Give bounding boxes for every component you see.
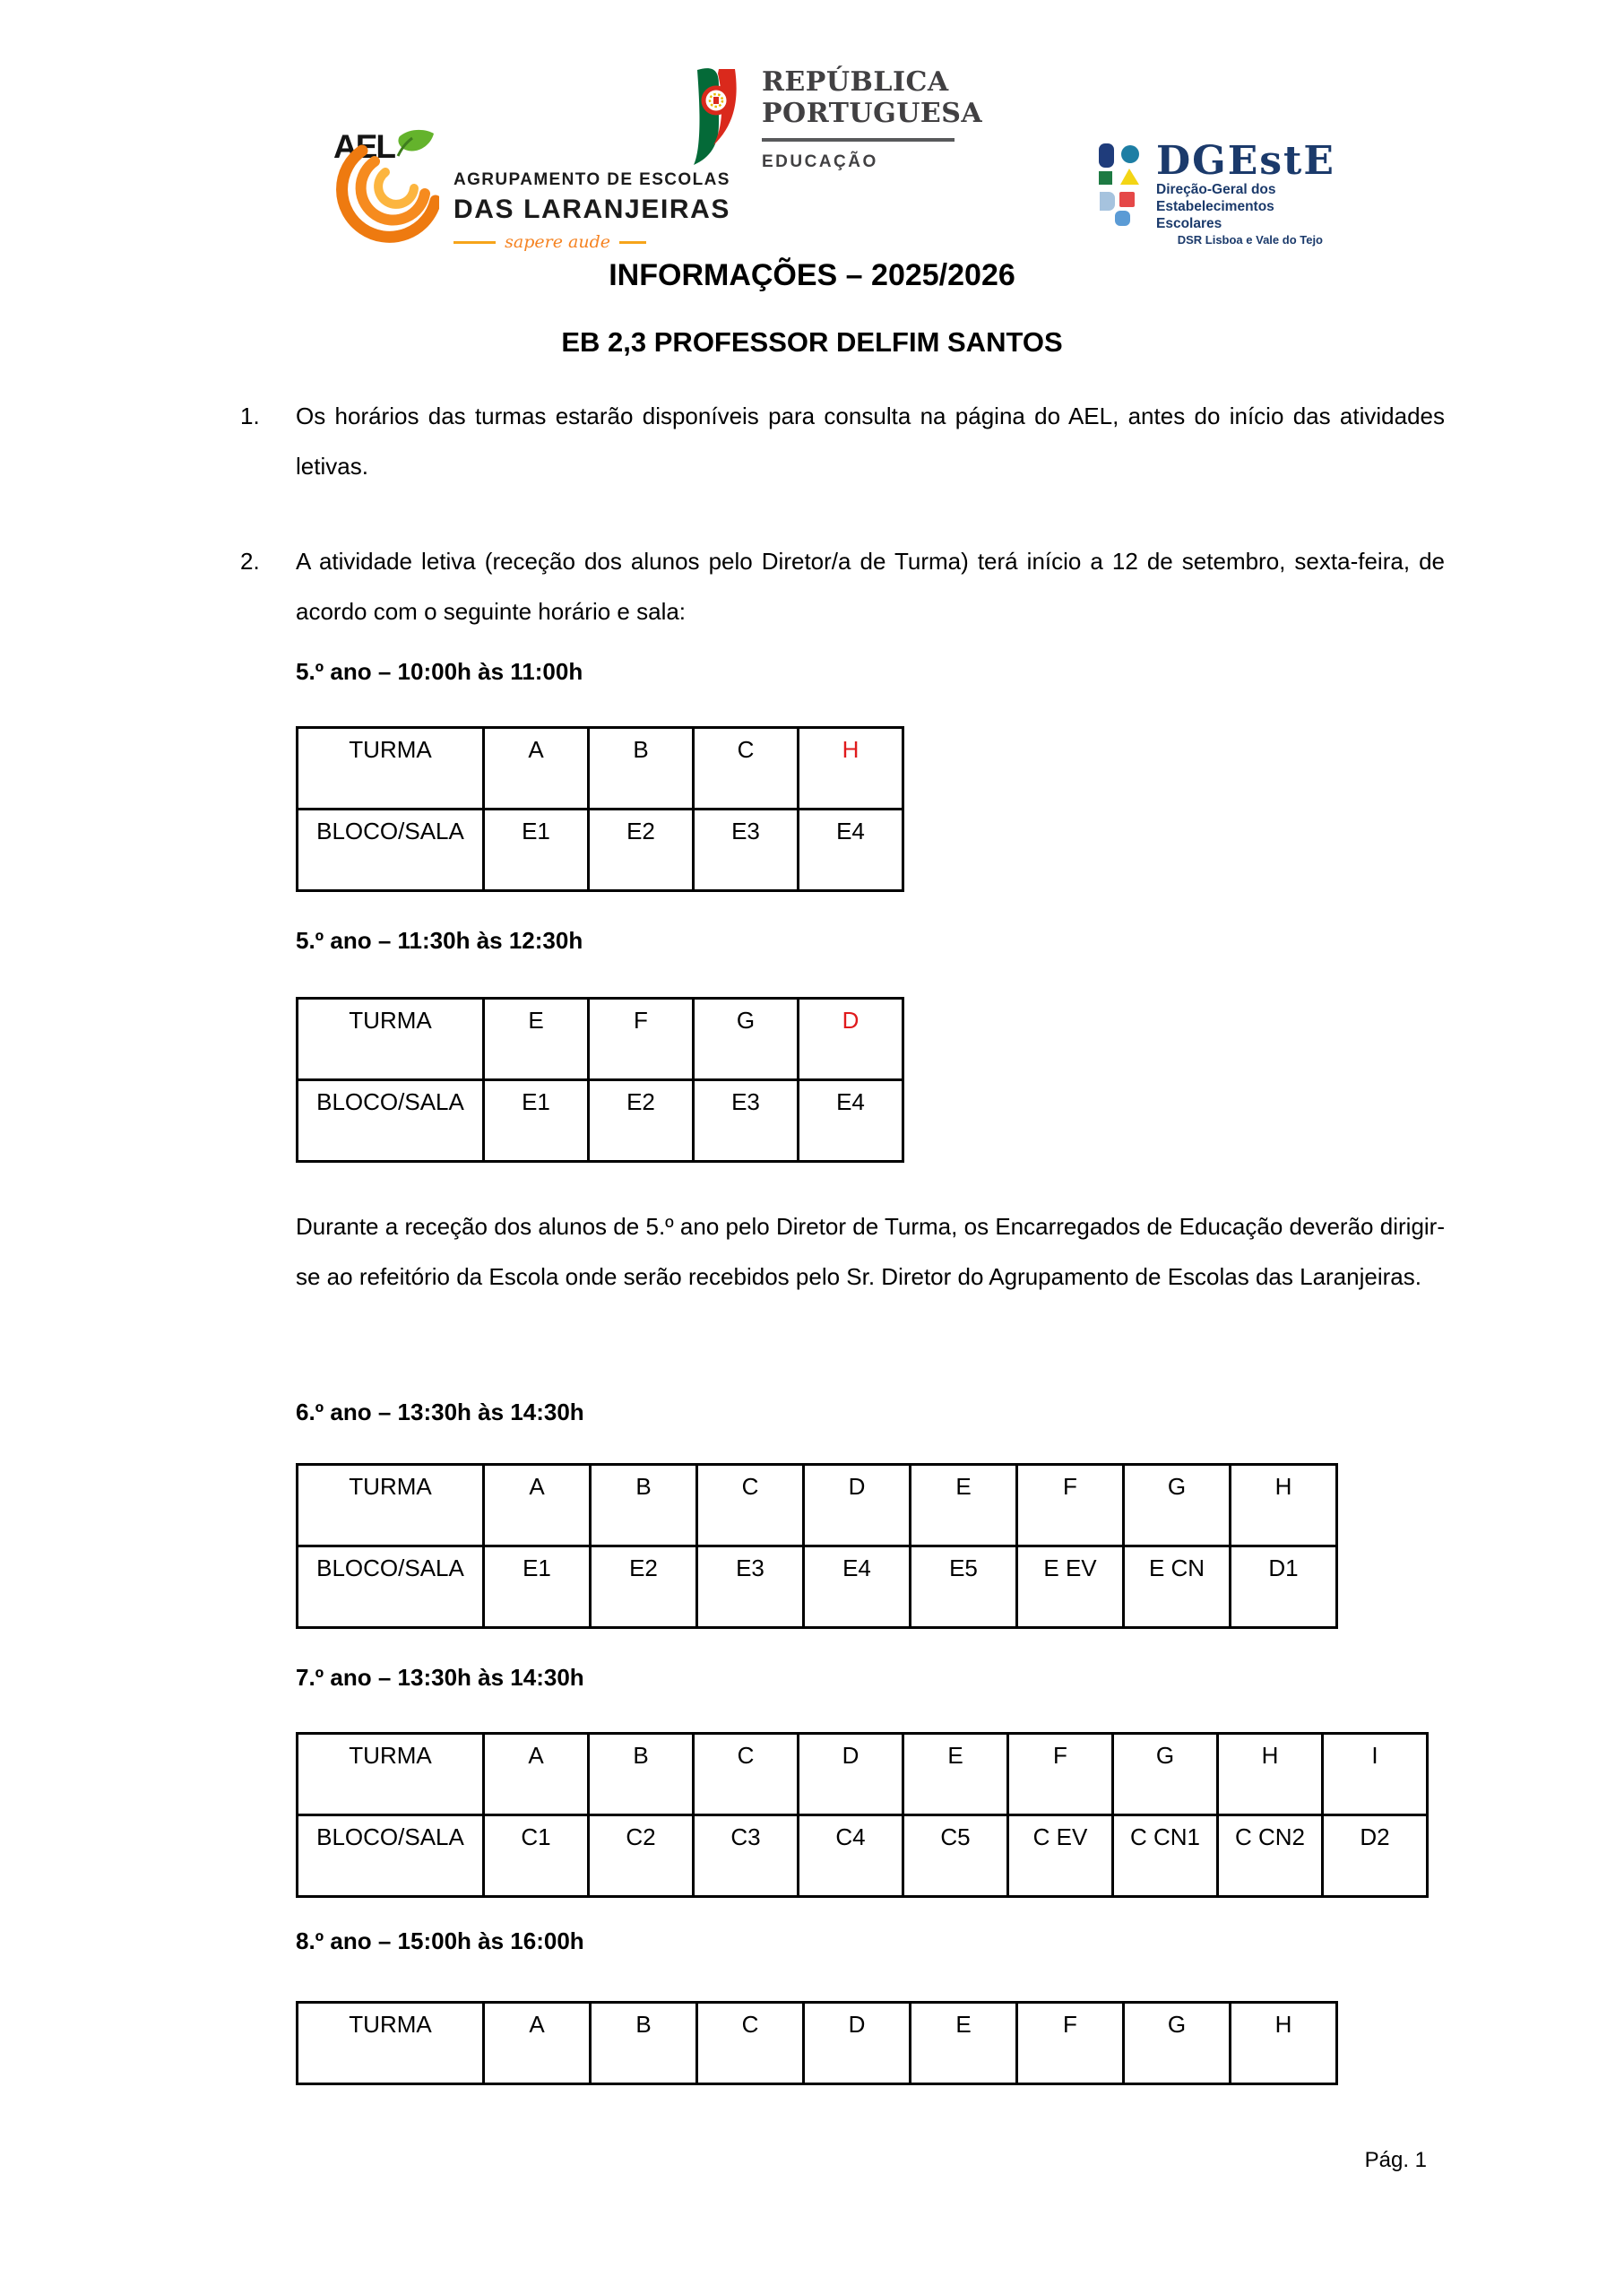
table-cell: G (1113, 1734, 1218, 1815)
table-cell: E1 (484, 1546, 591, 1628)
section-heading-6ano: 6.º ano – 13:30h às 14:30h (296, 1399, 584, 1425)
row-label-cell: BLOCO/SALA (298, 810, 484, 891)
table-cell: C (694, 728, 799, 810)
table-cell: E (484, 999, 589, 1080)
table-cell: C4 (799, 1815, 903, 1897)
table-cell: E1 (484, 1080, 589, 1162)
table-cell: A (484, 1734, 589, 1815)
republica-divider (762, 138, 955, 142)
row-label-cell: TURMA (298, 2003, 484, 2084)
flag-shield (713, 97, 719, 104)
table-cell: D (804, 2003, 911, 2084)
table-cell: G (694, 999, 799, 1080)
table-cell: C1 (484, 1815, 589, 1897)
mosaic-green-square (1099, 171, 1112, 185)
table-cell: C (694, 1734, 799, 1815)
schedule-table-8ano (296, 2001, 1338, 2085)
table-cell: E (903, 1734, 1008, 1815)
table-row-turma (298, 1734, 1428, 1815)
table-cell: C CN2 (1218, 1815, 1323, 1897)
table-cell: G (1124, 2003, 1231, 2084)
educacao-label: EDUCAÇÃO (762, 152, 878, 171)
table-cell: A (484, 1465, 591, 1546)
table-cell: H (1231, 2003, 1337, 2084)
table-cell: C5 (903, 1815, 1008, 1897)
table-cell: E3 (694, 810, 799, 891)
table-cell: C3 (694, 1815, 799, 1897)
table-row-bloco-sala (298, 1546, 1337, 1628)
row-label-cell: BLOCO/SALA (298, 1546, 484, 1628)
table-cell: E (911, 2003, 1017, 2084)
dgeste-line3: DSR Lisboa e Vale do Tejo (1177, 233, 1323, 247)
table-cell-highlighted: H (799, 728, 903, 810)
table-cell: E1 (484, 810, 589, 891)
table-cell: C CN1 (1113, 1815, 1218, 1897)
table-row-turma (298, 1465, 1337, 1546)
republica-text-block (762, 66, 983, 172)
table-row-bloco-sala (298, 810, 903, 891)
table-cell: C EV (1008, 1815, 1113, 1897)
table-cell: E (911, 1465, 1017, 1546)
row-label-cell: BLOCO/SALA (298, 1080, 484, 1162)
row-label-cell: TURMA (298, 728, 484, 810)
row-label-cell: TURMA (298, 999, 484, 1080)
section-heading-7ano: 7.º ano – 13:30h às 14:30h (296, 1664, 584, 1691)
table-cell: G (1124, 1465, 1231, 1546)
table-cell: H (1231, 1465, 1337, 1546)
table-cell: C2 (589, 1815, 694, 1897)
row-label-cell: TURMA (298, 1734, 484, 1815)
portugal-flag-icon (688, 66, 746, 172)
dgeste-line2: Estabelecimentos Escolares (1156, 199, 1274, 231)
orange-arc-inner (378, 172, 414, 204)
ael-logo (333, 126, 731, 267)
table-cell: B (589, 1734, 694, 1815)
ael-name-line1: AGRUPAMENTO DE ESCOLAS (454, 170, 730, 189)
table-row-turma (298, 2003, 1337, 2084)
page-subtitle: EB 2,3 PROFESSOR DELFIM SANTOS (561, 326, 1063, 358)
table-cell: E4 (804, 1546, 911, 1628)
dgeste-mosaic-icon (1097, 142, 1147, 228)
table-cell: D (804, 1465, 911, 1546)
list-item-1 (240, 391, 1445, 491)
dgeste-logo (1097, 138, 1335, 248)
table-cell: E3 (694, 1080, 799, 1162)
mosaic-red-square (1119, 192, 1135, 207)
republica-line1: REPÚBLICA (762, 66, 949, 98)
section-heading-5ano-1130: 5.º ano – 11:30h às 12:30h (296, 927, 583, 954)
mosaic-yellow-triangle (1120, 169, 1139, 185)
mosaic-teal-circle (1121, 145, 1139, 163)
row-label-cell: BLOCO/SALA (298, 1815, 484, 1897)
table-cell: A (484, 728, 589, 810)
section-heading-8ano: 8.º ano – 15:00h às 16:00h (296, 1927, 584, 1954)
table-row-turma (298, 728, 903, 810)
table-cell: C (697, 2003, 804, 2084)
item-text: A atividade letiva (receção dos alunos pelo Diretor/a de Turma) terá início a 12 de setembro, sexta-feira, de acordo com o seguinte horário e sala: (296, 548, 1445, 625)
schedule-table-5ano-1000 (296, 726, 904, 892)
mosaic-lightblue-shape (1100, 192, 1115, 211)
table-row-turma (298, 999, 903, 1080)
item-text: Os horários das turmas estarão disponíveis para consulta na página do AEL, antes do início das atividades letivas. (296, 403, 1445, 480)
ael-text-block (454, 170, 731, 252)
table-cell: E5 (911, 1546, 1017, 1628)
table-cell: I (1323, 1734, 1428, 1815)
page-title: INFORMAÇÕES – 2025/2026 (609, 258, 1015, 292)
table-row-bloco-sala (298, 1815, 1428, 1897)
ael-oranges-icon (333, 126, 439, 267)
mosaic-navy-shape (1099, 143, 1114, 168)
table-cell: E4 (799, 1080, 903, 1162)
table-cell: F (589, 999, 694, 1080)
dgeste-line1: Direção-Geral dos (1156, 182, 1276, 197)
table-cell: E4 (799, 810, 903, 891)
table-cell: E2 (589, 810, 694, 891)
schedule-table-5ano-1130 (296, 997, 904, 1163)
table-cell: C (697, 1465, 804, 1546)
schedule-table-7ano (296, 1732, 1429, 1898)
item-number: 2. (240, 548, 260, 575)
row-label-cell: TURMA (298, 1465, 484, 1546)
table-cell: H (1218, 1734, 1323, 1815)
dgeste-acronym: DGEstE (1156, 138, 1335, 184)
table-cell-highlighted: D (799, 999, 903, 1080)
table-cell: F (1017, 2003, 1124, 2084)
ael-acronym: AEL (333, 128, 394, 165)
table-cell: E EV (1017, 1546, 1124, 1628)
table-cell: B (591, 2003, 697, 2084)
page-number: Pág. 1 (1364, 2148, 1427, 2172)
table-cell: A (484, 2003, 591, 2084)
section-heading-5ano-1000: 5.º ano – 10:00h às 11:00h (296, 658, 583, 685)
table-cell: E2 (591, 1546, 697, 1628)
note-paragraph: Durante a receção dos alunos de 5.º ano pelo Diretor de Turma, os Encarregados de Educação deverão dirigir-se ao refeitório da Escola onde serão recebidos pelo Sr. Diretor do Agrupamento de Escolas das Laranjeiras. (296, 1213, 1445, 1290)
item-number: 1. (240, 403, 260, 429)
table-cell: D1 (1231, 1546, 1337, 1628)
table-cell: B (589, 728, 694, 810)
table-cell: D2 (1323, 1815, 1428, 1897)
list-item-2 (240, 536, 1445, 637)
ael-motto-text: sapere aude (505, 232, 610, 252)
table-cell: F (1017, 1465, 1124, 1546)
table-cell: E CN (1124, 1546, 1231, 1628)
table-cell: D (799, 1734, 903, 1815)
dgeste-text-block (1156, 138, 1335, 248)
table-cell: B (591, 1465, 697, 1546)
republica-portuguesa-logo (688, 66, 983, 172)
table-row-bloco-sala (298, 1080, 903, 1162)
mosaic-blue-square (1115, 211, 1130, 226)
schedule-table-6ano (296, 1463, 1338, 1629)
table-cell: E3 (697, 1546, 804, 1628)
table-cell: F (1008, 1734, 1113, 1815)
table-cell: E2 (589, 1080, 694, 1162)
ael-motto (454, 232, 646, 252)
ael-name-line2: DAS LARANJEIRAS (454, 195, 731, 224)
flag-green-shape (694, 68, 719, 165)
republica-line2: PORTUGUESA (762, 98, 983, 129)
